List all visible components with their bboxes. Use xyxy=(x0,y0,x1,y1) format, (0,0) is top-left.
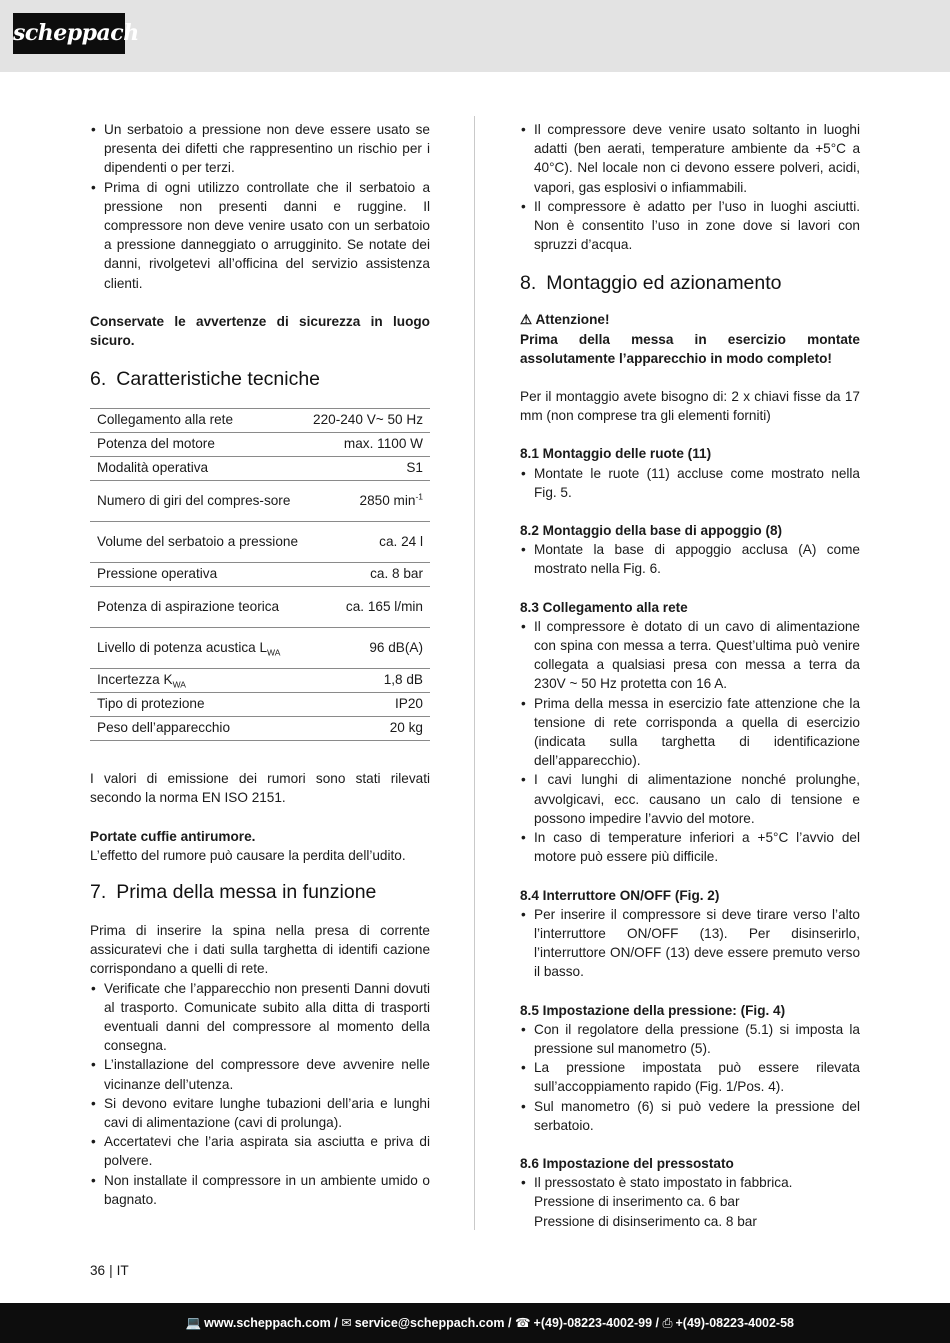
spec-value: ca. 165 l/min xyxy=(306,587,430,628)
section-8-3-list xyxy=(520,617,860,867)
section-8-1-heading: 8.1 Montaggio delle ruote (11) xyxy=(520,446,712,462)
usage-list xyxy=(520,120,860,254)
spec-value: IP20 xyxy=(306,693,430,717)
ear-protection-text: L’effetto del rumore può causare la perdita dell’udito. xyxy=(90,847,406,863)
safety-list xyxy=(90,120,430,293)
list-item: • Con il regolatore della pressione (5.1) si imposta la pressione sul manometro (5). xyxy=(520,1020,860,1058)
spec-value: 2850 $\min^{-1}$ xyxy=(306,481,430,522)
footer-bar: 💻 www.scheppach.com / ✉ service@scheppach.com / ☎ +(49)-08223-4002-99 / ⎙ +(49)-08223-4002-58 xyxy=(0,1303,950,1343)
spec-value: S1 xyxy=(306,457,430,481)
phone-number: +(49)-08223-4002-99 xyxy=(533,1316,653,1330)
section-8-6-heading: 8.6 Impostazione del pressostato xyxy=(520,1155,734,1171)
left-column xyxy=(90,120,430,1209)
list-item: • Il compressore è dotato di un cavo di alimentazione con spina con messa a terra. Quest’ultima può venire collegata a qualsiasi presa con messa a terra da 230V ~ 50 Hz protetta con 16 A. xyxy=(520,617,860,694)
tech-specs-table xyxy=(90,408,430,741)
list-item: • Per inserire il compressore si deve tirare verso l’alto l’interruttore ON/OFF (13). Per disinserirlo, l’interruttore ON/OFF (13) deve essere premuto verso il basso. xyxy=(520,905,860,982)
table-row xyxy=(90,628,430,669)
spec-label: Volume del serbatoio a pressione xyxy=(90,522,306,563)
spec-value: max. 1100 W xyxy=(306,433,430,457)
list-item: • Montate le ruote (11) accluse come mostrato nella Fig. 5. xyxy=(520,464,860,502)
section-8-3-heading: 8.3 Collegamento alla rete xyxy=(520,599,688,615)
spec-value: 20 kg xyxy=(306,717,430,741)
column-divider xyxy=(474,116,475,1230)
section-7-intro: Prima di inserire la spina nella presa di corrente assicuratevi che i dati sulla targhetta di identifi cazione corrispondano a quelli di rete. xyxy=(90,923,430,977)
section-8-1-list xyxy=(520,464,860,502)
list-item: • Verificate che l’apparecchio non presenti Danni dovuti al trasporto. Comunicate subito alla ditta di trasporti eventuali danni del compressore al momento della consegna. xyxy=(90,979,430,1056)
table-row xyxy=(90,587,430,628)
table-row xyxy=(90,563,430,587)
list-item: • Il pressostato è stato impostato in fabbrica. xyxy=(520,1173,860,1192)
scheppach-logo: scheppach xyxy=(13,13,125,54)
keep-safe-note: Conservate le avvertenze di sicurezza in luogo sicuro. xyxy=(90,313,430,349)
list-item: • Prima di ogni utilizzo controllate che il serbatoio a pressione non presenti danni e ruggine. Il compressore non deve venire usato con un serbatoio a pressione danneggiato o arrugginito. Se notate dei danni, rivolgetevi all’officina del servizio assistenza clienti. xyxy=(90,178,430,293)
spec-label: Numero di giri del compres-sore xyxy=(90,481,306,522)
table-row xyxy=(90,481,430,522)
warning-icon: ⚠ xyxy=(520,312,533,328)
list-item: • In caso di temperature inferiori a +5°C l’avvio del motore può essere più difficile. xyxy=(520,828,860,866)
list-item: • Il compressore deve venire usato soltanto in luoghi adatti (ben aerati, temperature ambiente da +5°C a 40°C). Nel locale non ci devono essere polveri, acidi, vapori, gas esplosivi o infiammabili. xyxy=(520,120,860,197)
spec-value: 220-240 V~ 50 Hz xyxy=(306,409,430,433)
fax-number: +(49)-08223-4002-58 xyxy=(675,1316,794,1330)
section-7-list xyxy=(90,979,430,1209)
list-item: • Un serbatoio a pressione non deve essere usato se presenta dei difetti che rappresentino un rischio per i dipendenti o per terzi. xyxy=(90,120,430,178)
right-column xyxy=(520,120,860,1231)
page-number: 36 | IT xyxy=(90,1263,129,1278)
email-link[interactable]: service@scheppach.com xyxy=(354,1316,505,1330)
table-row xyxy=(90,433,430,457)
section-7-heading: 7. Prima della messa in funzione xyxy=(90,881,377,904)
spec-value: 96 dB(A) xyxy=(306,628,430,669)
section-6-heading: 6. Caratteristiche tecniche xyxy=(90,368,321,391)
section-8-5-heading: 8.5 Impostazione della pressione: (Fig. 4) xyxy=(520,1002,786,1018)
section-8-heading: 8. Montaggio ed azionamento xyxy=(520,272,782,295)
spec-label: Pressione operativa xyxy=(90,563,306,587)
table-row xyxy=(90,669,430,693)
list-item: Pressione di disinserimento ca. 8 bar xyxy=(534,1213,757,1229)
list-item: • Non installate il compressore in un ambiente umido o bagnato. xyxy=(90,1171,430,1209)
section-8-6-list xyxy=(520,1173,860,1231)
computer-icon: 💻 xyxy=(185,1316,202,1330)
spec-label: Potenza del motore xyxy=(90,433,306,457)
table-row xyxy=(90,522,430,563)
list-item: • Sul manometro (6) si può vedere la pressione del serbatoio. xyxy=(520,1097,860,1135)
section-8-2-list xyxy=(520,540,860,578)
spec-value: 1,8 dB xyxy=(306,669,430,693)
table-row xyxy=(90,409,430,433)
section-8-5-list xyxy=(520,1020,860,1135)
section-8-4-list xyxy=(520,905,860,982)
spec-label: Tipo di protezione xyxy=(90,693,306,717)
phone-icon: ☎ xyxy=(514,1316,531,1330)
tools-text: Per il montaggio avete bisogno di: 2 x chiavi fisse da 17 mm (non comprese tra gli elementi forniti) xyxy=(520,389,860,424)
spec-value: ca. 24 l xyxy=(306,522,430,563)
spec-label: Potenza di aspirazione teorica xyxy=(90,587,306,628)
list-item: • Montate la base di appoggio acclusa (A) come mostrato nella Fig. 6. xyxy=(520,540,860,578)
list-item: • La pressione impostata può essere rilevata sull’accoppiamento rapido (Fig. 1/Pos. 4). xyxy=(520,1058,860,1096)
table-row xyxy=(90,693,430,717)
ear-protection-note: Portate cuffie antirumore. xyxy=(90,828,256,844)
list-item: • L’installazione del compressore deve avvenire nelle vicinanze dell’utenza. xyxy=(90,1055,430,1093)
warning-text: Prima della messa in esercizio montate assolutamente l’apparecchio in modo completo! xyxy=(520,331,860,366)
table-row xyxy=(90,457,430,481)
website-link[interactable]: www.scheppach.com xyxy=(204,1316,331,1330)
header-bar xyxy=(0,0,950,72)
spec-label: Livello di potenza acustica $L_{WA}$ xyxy=(90,628,306,669)
list-item: • Si devono evitare lunghe tubazioni dell’aria e lunghi cavi di alimentazione (cavi di prolunga). xyxy=(90,1094,430,1132)
spec-label: Collegamento alla rete xyxy=(90,409,306,433)
spec-label: Incertezza $K_{WA}$ xyxy=(90,669,306,693)
spec-label: Modalità operativa xyxy=(90,457,306,481)
warning-title: ⚠ Attenzione! xyxy=(520,312,610,328)
list-item: • I cavi lunghi di alimentazione nonché prolunghe, avvolgicavi, ecc. causano un calo di tensione e possono impedire l’avvio del motore. xyxy=(520,770,860,828)
table-row xyxy=(90,717,430,741)
section-8-2-heading: 8.2 Montaggio della base di appoggio (8) xyxy=(520,523,783,539)
spec-value: ca. 8 bar xyxy=(306,563,430,587)
mail-icon: ✉ xyxy=(341,1316,352,1330)
list-item: Pressione di inserimento ca. 6 bar xyxy=(534,1194,740,1210)
list-item: • Prima della messa in esercizio fate attenzione che la tensione di rete corrisponda a quella di esercizio (indicata sulla targhetta di identificazione dell’apparecchio). xyxy=(520,694,860,771)
list-item: • Accertatevi che l’aria aspirata sia asciutta e priva di polvere. xyxy=(90,1132,430,1170)
section-8-4-heading: 8.4 Interruttore ON/OFF (Fig. 2) xyxy=(520,887,720,903)
fax-icon: ⎙ xyxy=(662,1316,673,1330)
noise-text: I valori di emissione dei rumori sono stati rilevati secondo la norma EN ISO 2151. xyxy=(90,771,430,806)
list-item: • Il compressore è adatto per l’uso in luoghi asciutti. Non è consentito l’uso in zone dove si lavori con spruzzi d’acqua. xyxy=(520,197,860,255)
spec-label: Peso dell’apparecchio xyxy=(90,717,306,741)
